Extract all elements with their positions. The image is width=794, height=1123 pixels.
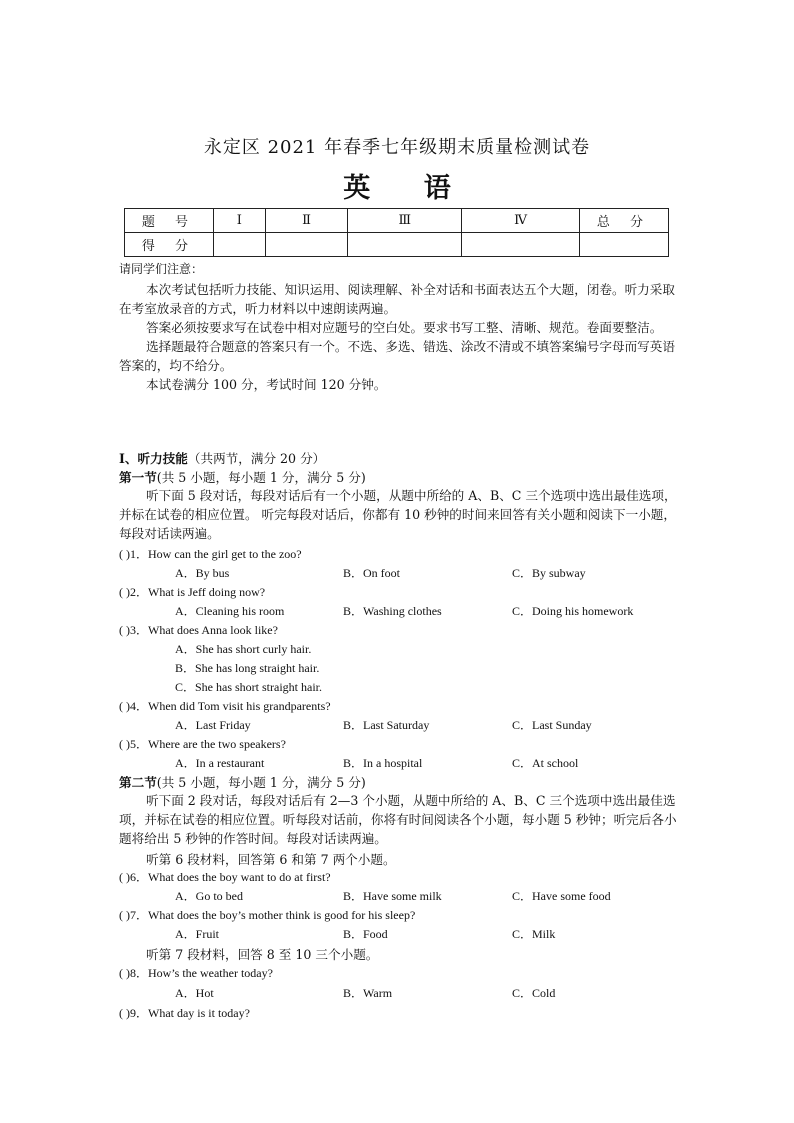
- q2-option-a[interactable]: A．Cleaning his room: [175, 604, 285, 618]
- score-input-3[interactable]: [348, 233, 462, 257]
- section1-heading: Ⅰ、听力技能（共两节，满分 20 分）: [119, 451, 326, 466]
- material-7-note: 听第 7 段材料，回答 8 至 10 三个小题。: [146, 947, 379, 962]
- q8-option-b[interactable]: B．Warm: [343, 986, 393, 1000]
- exam-title: 永定区 2021 年春季七年级期末质量检测试卷: [203, 137, 591, 158]
- notes-p2: 答案必须按要求写在试卷中相对应题号的空白处。要求书写工整、清晰、规范。卷面要整洁。: [146, 320, 663, 335]
- question-2: ( )2．What is Jeff doing now?: [119, 585, 266, 599]
- q3-option-c[interactable]: C．She has short straight hair.: [175, 680, 322, 694]
- score-cell-label: 题 号: [125, 209, 214, 233]
- notes-heading: 请同学们注意：: [119, 262, 204, 276]
- score-cell-part3: Ⅲ: [348, 209, 462, 233]
- question-1: ( )1．How can the girl get to the zoo?: [119, 547, 302, 561]
- q1-option-c[interactable]: C．By subway: [512, 566, 586, 580]
- q1-option-b[interactable]: B．On foot: [343, 566, 401, 580]
- notes-p4: 本试卷满分 100 分，考试时间 120 分钟。: [146, 377, 387, 392]
- score-input-4[interactable]: [462, 233, 580, 257]
- part2-heading: 第二节(共 5 小题，每小题 1 分，满分 5 分): [119, 775, 366, 790]
- q2-option-c[interactable]: C．Doing his homework: [512, 604, 634, 618]
- part1-heading: 第一节(共 5 小题，每小题 1 分，满分 5 分): [119, 470, 366, 485]
- q6-option-c[interactable]: C．Have some food: [512, 889, 611, 903]
- score-input-1[interactable]: [214, 233, 266, 257]
- part2-instructions: 听下面 2 段对话，每段对话后有 2—3 个小题，从题中所给的 A、B、C 三个选项中选出最佳选项，并标在试卷的相应位置。听每段对话前，你将有时间阅读各个小题，每小题 5 秒钟；听完后各小题将给出 5 秒钟的作答时间。每段对话读两遍。: [119, 793, 677, 846]
- q5-option-b[interactable]: B．In a hospital: [343, 756, 423, 770]
- score-table: [124, 208, 669, 257]
- score-input-2[interactable]: [265, 233, 348, 257]
- score-table-header-row: [125, 209, 669, 233]
- score-input-total[interactable]: [580, 233, 669, 257]
- question-3: ( )3．What does Anna look like?: [119, 623, 278, 637]
- q1-option-a[interactable]: A．By bus: [175, 566, 230, 580]
- question-5: ( )5．Where are the two speakers?: [119, 737, 286, 751]
- question-8: ( )8．How’s the weather today?: [119, 966, 273, 980]
- q6-option-b[interactable]: B．Have some milk: [343, 889, 442, 903]
- notes-p1: 本次考试包括听力技能、知识运用、阅读理解、补全对话和书面表达五个大题，闭卷。听力采取在考室放录音的方式，听力材料以中速朗读两遍。: [119, 282, 675, 316]
- q5-option-a[interactable]: A．In a restaurant: [175, 756, 265, 770]
- question-7: ( )7．What does the boy’s mother think is good for his sleep?: [119, 908, 416, 922]
- question-6: ( )6．What does the boy want to do at first?: [119, 870, 331, 884]
- q2-option-b[interactable]: B．Washing clothes: [343, 604, 442, 618]
- score-table-score-row: [125, 233, 669, 257]
- q3-option-b[interactable]: B．She has long straight hair.: [175, 661, 320, 675]
- score-cell-part2: Ⅱ: [265, 209, 348, 233]
- score-cell-part1: Ⅰ: [214, 209, 266, 233]
- q4-option-c[interactable]: C．Last Sunday: [512, 718, 592, 732]
- q6-option-a[interactable]: A．Go to bed: [175, 889, 243, 903]
- question-9: ( )9．What day is it today?: [119, 1006, 250, 1020]
- part1-instructions: 听下面 5 段对话，每段对话后有一个小题，从题中所给的 A、B、C 三个选项中选出最佳选项，并标在试卷的相应位置。 听完每段对话后，你都有 10 秒钟的时间来回答有关小题和阅读下一小题，每段对话读两遍。: [119, 488, 677, 541]
- q7-option-a[interactable]: A．Fruit: [175, 927, 220, 941]
- material-6-note: 听第 6 段材料，回答第 6 和第 7 两个小题。: [146, 852, 396, 867]
- q8-option-a[interactable]: A．Hot: [175, 986, 214, 1000]
- q3-option-a[interactable]: A．She has short curly hair.: [175, 642, 312, 656]
- subject-title: 英 语: [343, 173, 473, 204]
- score-row-label: 得 分: [125, 233, 214, 257]
- notes-p3: 选择题最符合题意的答案只有一个。不选、多选、错选、涂改不清或不填答案编号字母而写英语答案的，均不给分。: [119, 339, 675, 373]
- q7-option-b[interactable]: B．Food: [343, 927, 388, 941]
- notes-block: [119, 280, 679, 394]
- q4-option-b[interactable]: B．Last Saturday: [343, 718, 430, 732]
- q8-option-c[interactable]: C．Cold: [512, 986, 556, 1000]
- score-cell-total: 总 分: [580, 209, 669, 233]
- q5-option-c[interactable]: C．At school: [512, 756, 579, 770]
- score-cell-part4: Ⅳ: [462, 209, 580, 233]
- q7-option-c[interactable]: C．Milk: [512, 927, 556, 941]
- question-4: ( )4．When did Tom visit his grandparents?: [119, 699, 331, 713]
- q4-option-a[interactable]: A．Last Friday: [175, 718, 251, 732]
